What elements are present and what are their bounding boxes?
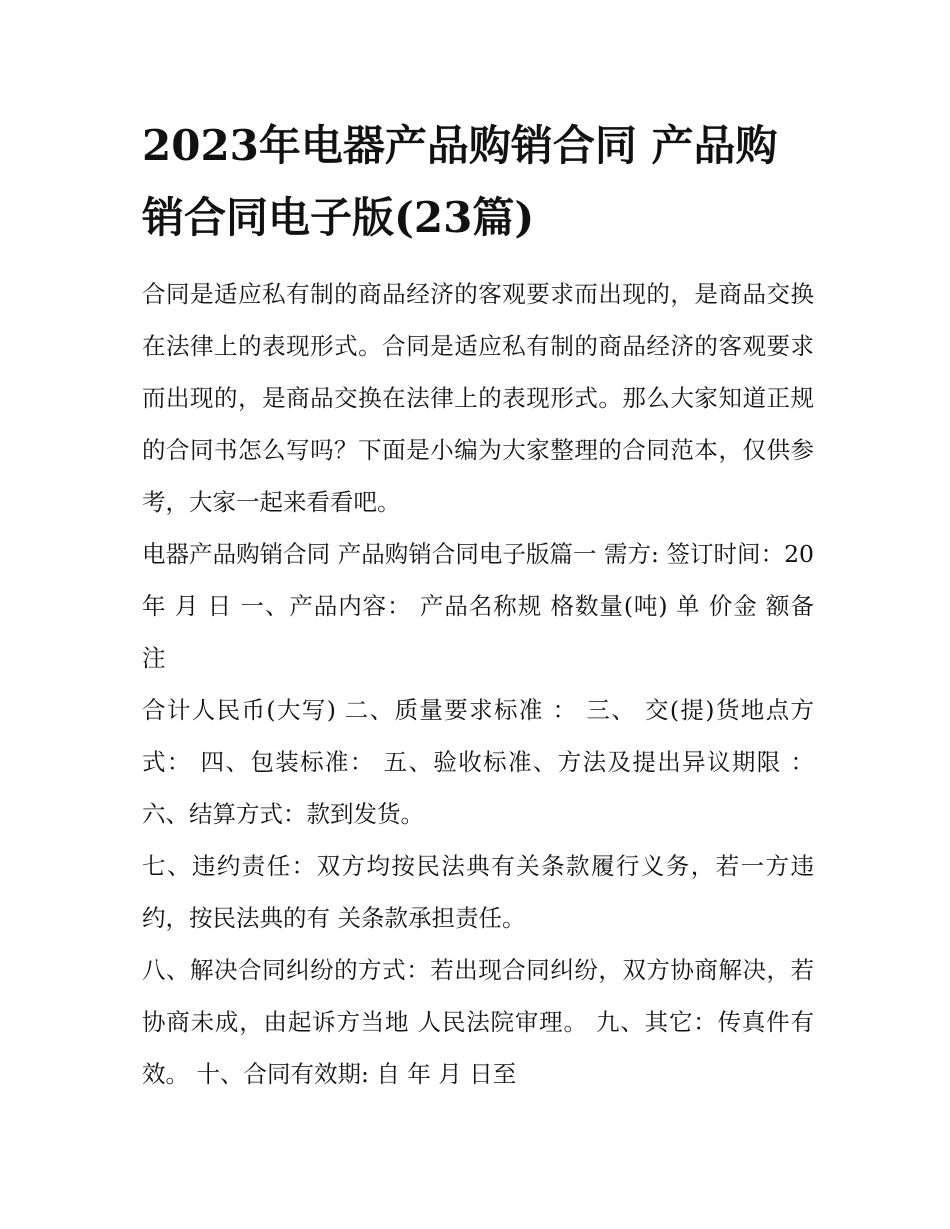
contract-section-paragraph: 七、违约责任：双方均按民法典有关条款履行义务，若一方违约，按民法典的有 关条款承担责任。 — [142, 852, 814, 932]
intro-paragraph: 合同是适应私有制的商品经济的客观要求而出现的，是商品交换在法律上的表现形式。合同是适应私有制的商品经济的客观要求而出现的，是商品交换在法律上的表现形式。那么大家知道正规的合同书怎么写吗？下面是小编为大家整理的合同范本，仅供参考，大家一起来看看吧。 — [142, 280, 814, 516]
contract-section-paragraph: 合计人民币(大写) 二、质量要求标准 ： 三、 交(提)货地点方式： 四、包装标准： 五、验收标准、方法及提出异议期限 ：六、结算方式：款到发货。 — [142, 696, 814, 828]
document-title: 2023年电器产品购销合同 产品购销合同电子版(23篇) — [142, 121, 778, 242]
contract-section-paragraph: 电器产品购销合同 产品购销合同电子版篇一 需方: 签订时间：20 年 月 日 一、产品内容： 产品名称规 格数量(吨) 单 价金 额备 注 — [142, 540, 814, 672]
contract-section-paragraph: 八、解决合同纠纷的方式：若出现合同纠纷，双方协商解决，若协商未成，由起诉方当地 人民法院审理。 九、其它：传真件有效。 十、合同有效期: 自 年 月 日至 — [142, 956, 814, 1088]
document-page — [142, 110, 814, 1100]
